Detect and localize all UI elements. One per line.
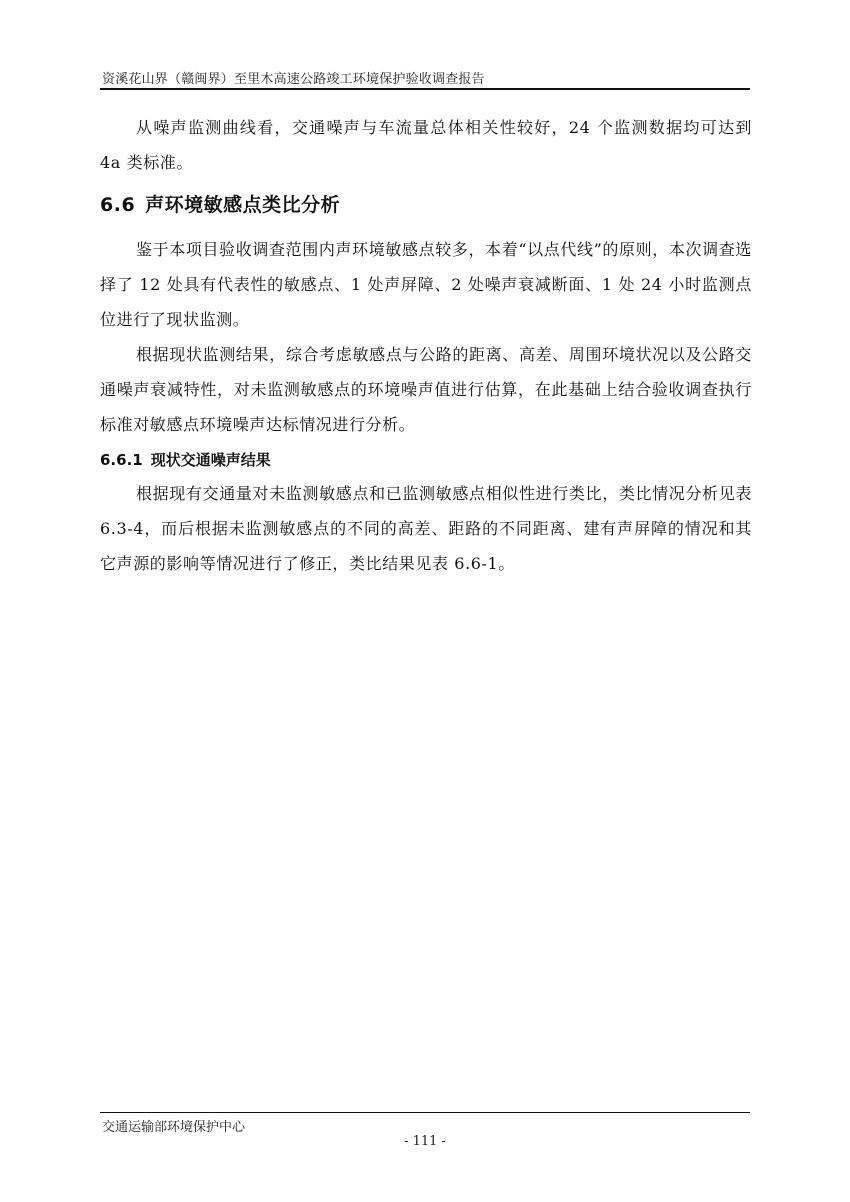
section-number: 6.6 — [100, 194, 136, 216]
paragraph-noise-curve: 从噪声监测曲线看，交通噪声与车流量总体相关性较好，24 个监测数据均可达到 4a 类标准。 — [100, 118, 752, 172]
subsection-heading-6-6-1 — [100, 446, 752, 474]
running-header: 资溪花山界（赣闽界）至里木高速公路竣工环境保护验收调查报告 — [102, 72, 485, 87]
page-number: - 111 - — [404, 1134, 446, 1149]
paragraph-estimation-method: 根据现状监测结果，综合考虑敏感点与公路的距离、高差、周围环境状况以及公路交通噪声衰减特性，对未监测敏感点的环境噪声值进行估算，在此基础上结合验收调查执行标准对敏感点环境噪声达标情况进行分析。 — [100, 345, 752, 434]
section-title: 声环境敏感点类比分析 — [145, 194, 341, 216]
footer-organization: 交通运输部环境保护中心 — [102, 1120, 246, 1135]
paragraph-analogy-results: 根据现有交通量对未监测敏感点和已监测敏感点相似性进行类比，类比情况分析见表 6.3-4，而后根据未监测敏感点的不同的高差、距路的不同距离、建有声屏障的情况和其它声源的影响等情况进行了修正，类比结果见表 6.6-1。 — [100, 484, 752, 573]
section-heading-6-6 — [100, 190, 752, 220]
paragraph-monitoring-scope: 鉴于本项目验收调查范围内声环境敏感点较多，本着“以点代线”的原则，本次调查选择了 12 处具有代表性的敏感点、1 处声屏障、2 处噪声衰减断面、1 处 24 小时监测点位进行了现状监测。 — [100, 240, 752, 329]
footer-divider — [100, 1112, 750, 1113]
subsection-number: 6.6.1 — [100, 451, 143, 469]
subsection-title: 现状交通噪声结果 — [150, 451, 271, 469]
header-divider — [100, 88, 750, 90]
page-body — [100, 110, 752, 581]
